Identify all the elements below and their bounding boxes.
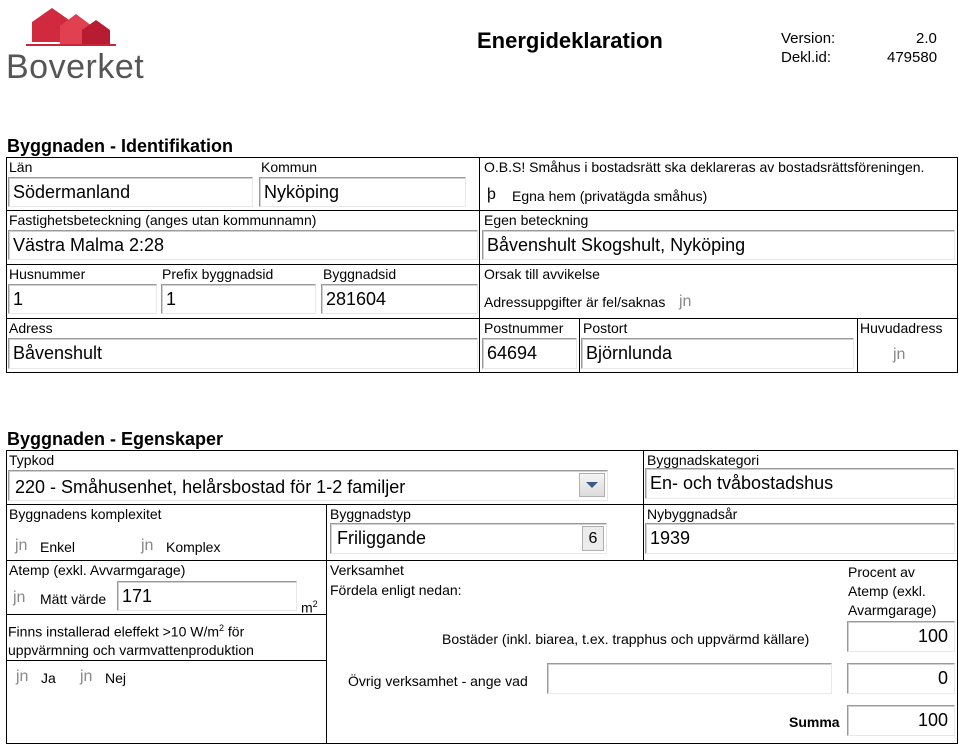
byggnadsid-label: Byggnadsid	[323, 266, 397, 282]
egen-beteckning-label: Egen beteckning	[484, 212, 589, 228]
boverket-logo	[4, 4, 154, 84]
divider-h-1	[6, 210, 958, 211]
nej-radio[interactable]: jn	[80, 668, 93, 685]
ovrig-label: Övrig verksamhet - ange vad	[348, 673, 528, 689]
postnummer-label: Postnummer	[484, 320, 564, 336]
divider-h-props-3	[6, 614, 327, 615]
postort-label: Postort	[583, 320, 628, 336]
procent-label: Procent av Atemp (exkl. Avarmgarage)	[848, 564, 937, 618]
komplexitet-label: Byggnadens komplexitet	[9, 506, 162, 522]
byggnadsid-field[interactable]: 281604	[321, 284, 478, 314]
enkel-label: Enkel	[40, 539, 76, 555]
divider-h-3	[6, 318, 958, 319]
document-title: Energideklaration	[477, 28, 663, 53]
adress-fel-radio[interactable]: jn	[679, 293, 692, 310]
kategori-field[interactable]: En- och tvåbostadshus	[645, 468, 955, 499]
bostader-field[interactable]: 100	[847, 621, 955, 652]
prefix-label: Prefix byggnadsid	[162, 266, 274, 282]
ovrig-value-field[interactable]: 0	[847, 663, 955, 694]
egna-hem-label: Egna hem (privatägda småhus)	[512, 188, 708, 204]
adress-label: Adress	[9, 320, 53, 336]
section-title-identifikation: Byggnaden - Identifikation	[7, 136, 234, 156]
kommun-label: Kommun	[261, 159, 318, 175]
typkod-select[interactable]	[8, 470, 608, 501]
divider-v-huvud	[857, 318, 858, 373]
huvudadress-label: Huvudadress	[860, 320, 943, 336]
divider-h-props-2	[6, 560, 958, 561]
matt-varde-radio[interactable]: jn	[13, 589, 26, 606]
egen-beteckning-field[interactable]: Båvenshult Skogshult, Nyköping	[482, 230, 955, 260]
byggnadstyp-dropdown-button[interactable]: 6	[582, 526, 604, 551]
kommun-field[interactable]: Nyköping	[259, 177, 466, 207]
enkel-radio[interactable]: jn	[15, 537, 28, 554]
divider-h-props-4	[6, 660, 327, 661]
fastighet-label: Fastighetsbeteckning (anges utan kommunnamn)	[9, 212, 317, 228]
dekl-value: 479580	[887, 49, 938, 66]
huvudadress-radio[interactable]: jn	[893, 346, 906, 363]
divider-v-props-2	[326, 505, 327, 744]
lan-field[interactable]: Södermanland	[8, 177, 253, 207]
byggnadstyp-label: Byggnadstyp	[330, 506, 411, 522]
summa-label: Summa	[789, 714, 840, 730]
matt-varde-field[interactable]: 171	[117, 581, 297, 611]
prefix-field[interactable]: 1	[161, 284, 316, 314]
divider-v-mid	[479, 157, 480, 373]
divider-v-post	[579, 318, 580, 373]
nybyggnadsar-field[interactable]: 1939	[645, 523, 955, 554]
komplex-radio[interactable]: jn	[141, 537, 154, 554]
dekl-label: Dekl.id:	[781, 49, 832, 66]
ja-radio[interactable]: jn	[16, 668, 29, 685]
husnummer-field[interactable]: 1	[8, 284, 157, 314]
divider-h-props-1	[6, 504, 958, 505]
postort-field[interactable]: Björnlunda	[581, 338, 854, 369]
typkod-value: 220 - Småhusenhet, helårsbostad för 1-2 familjer	[15, 477, 406, 497]
lan-label: Län	[9, 159, 33, 175]
verksamhet-label: Verksamhet	[330, 562, 404, 578]
egna-hem-checkbox[interactable]: þ	[487, 186, 496, 203]
byggnadstyp-value: Friliggande	[337, 528, 427, 548]
fordela-label: Fördela enligt nedan:	[330, 582, 462, 598]
ja-label: Ja	[41, 670, 56, 686]
section-title-egenskaper: Byggnaden - Egenskaper	[7, 429, 224, 449]
typkod-label: Typkod	[9, 452, 55, 468]
summa-field: 100	[847, 705, 955, 736]
nybyggnadsar-label: Nybyggnadsår	[647, 506, 738, 522]
ovrig-text-field[interactable]	[547, 663, 832, 694]
eleffekt-label: Finns installerad eleffekt >10 $W/m^2$ för uppvärmning och varmvattenproduktion	[8, 623, 254, 658]
fastighet-field[interactable]: Västra Malma 2:28	[8, 230, 478, 260]
divider-h-2	[6, 264, 958, 265]
unit-m2: $m^2$	[301, 599, 318, 616]
nej-label: Nej	[105, 670, 127, 686]
logo-text: Boverket	[6, 48, 145, 86]
matt-varde-label: Mätt värde	[40, 591, 107, 607]
bostader-label: Bostäder (inkl. biarea, t.ex. trapphus och uppvärmd källare)	[442, 631, 810, 647]
adress-fel-label: Adressuppgifter är fel/saknas	[484, 294, 666, 310]
postnummer-field[interactable]: 64694	[482, 338, 577, 369]
husnummer-label: Husnummer	[9, 266, 86, 282]
version-value: 2.0	[916, 30, 937, 47]
atemp-label: Atemp (exkl. Avvarmgarage)	[9, 562, 186, 578]
logo-house-icon	[4, 4, 154, 54]
divider-v-props-1	[643, 450, 644, 560]
chevron-down-icon[interactable]	[579, 473, 605, 497]
byggnadstyp-select[interactable]	[330, 523, 607, 554]
komplex-label: Komplex	[166, 539, 221, 555]
kategori-label: Byggnadskategori	[647, 452, 760, 468]
version-label: Version:	[781, 30, 836, 47]
orsak-label: Orsak till avvikelse	[484, 266, 600, 282]
adress-field[interactable]: Båvenshult	[8, 338, 478, 369]
obs-text: O.B.S! Småhus i bostadsrätt ska deklareras av bostadsrättsföreningen.	[484, 159, 925, 175]
